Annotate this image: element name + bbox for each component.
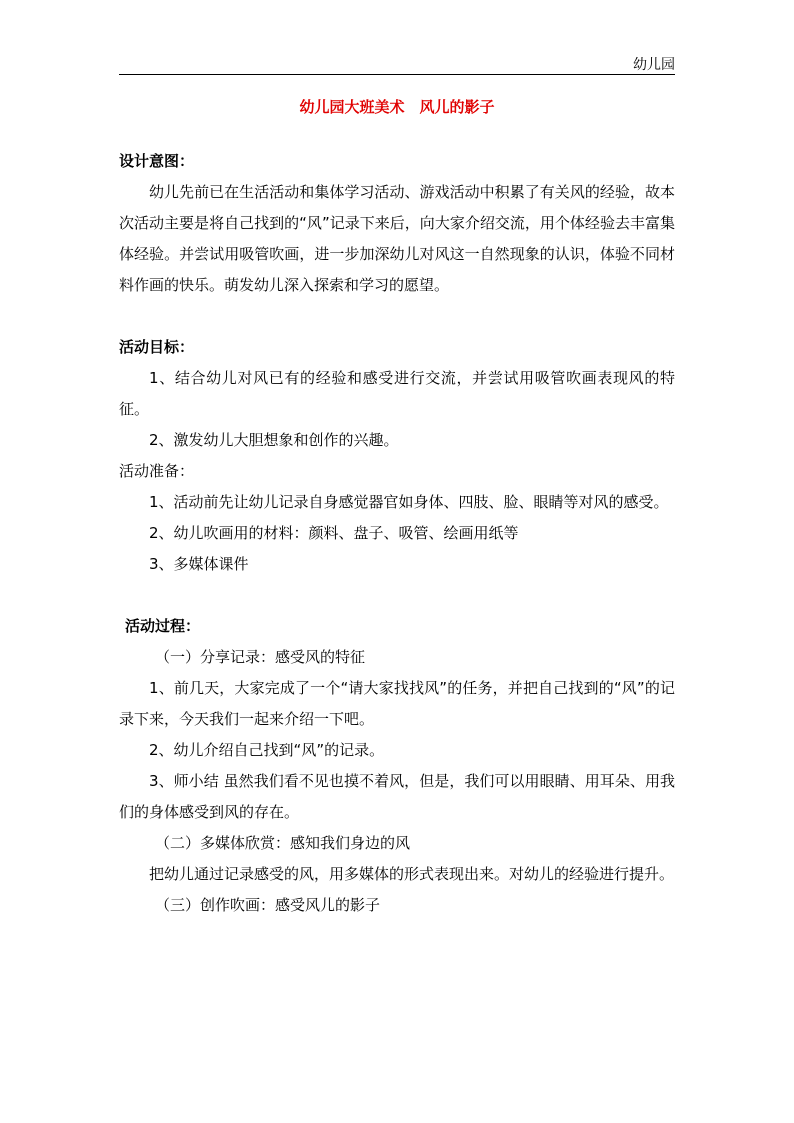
process-section-title: （一）分享记录：感受风的特征	[155, 648, 366, 666]
goal-item: 2、激发幼儿大胆想象和创作的兴趣。	[149, 431, 399, 449]
prep-item: 1、活动前先让幼儿记录自身感觉器官如身体、四肢、脸、眼睛等对风的感受。	[149, 493, 669, 511]
document-title: 幼儿园大班美术 风儿的影子	[299, 98, 495, 116]
process-item: 1、前几天，大家完成了一个“请大家找找风”的任务，并把自己找到的“风”的记录下来，今天我们一起来介绍一下吧。	[119, 679, 675, 728]
goals-heading: 活动目标：	[119, 338, 195, 356]
process-item: 2、幼儿介绍自己找到“风”的记录。	[149, 741, 385, 759]
process-section-title: （三）创作吹画：感受风儿的影子	[155, 896, 381, 914]
spacer	[119, 580, 675, 611]
prep-item: 2、幼儿吹画用的材料：颜料、盘子、吸管、绘画用纸等	[149, 524, 519, 542]
prep-heading: 活动准备：	[119, 462, 195, 480]
process-item: 3、师小结 虽然我们看不见也摸不着风，但是，我们可以用眼睛、用耳朵、用我们的身体感受到风的存在。	[119, 772, 675, 821]
process-section-title: （二）多媒体欣赏：感知我们身边的风	[155, 834, 411, 852]
design-paragraph: 幼儿先前已在生活活动和集体学习活动、游戏活动中积累了有关风的经验，故本次活动主要是将自己找到的“风”记录下来后，向大家介绍交流，用个体经验去丰富集体经验。并尝试用吸管吹画，进一步加深幼儿对风这一自然现象的认识，体验不同材料作画的快乐。萌发幼儿深入探索和学习的愿望。	[119, 183, 675, 294]
document-body	[119, 146, 675, 921]
prep-item: 3、多媒体课件	[149, 555, 249, 573]
process-heading: 活动过程：	[125, 617, 201, 635]
header-divider	[119, 74, 675, 75]
design-heading: 设计意图：	[119, 152, 195, 170]
spacer	[119, 301, 675, 332]
goal-item: 1、结合幼儿对风已有的经验和感受进行交流，并尝试用吸管吹画表现风的特征。	[119, 369, 675, 418]
header-label: 幼儿园	[633, 57, 675, 73]
process-paragraph: 把幼儿通过记录感受的风，用多媒体的形式表现出来。对幼儿的经验进行提升。	[149, 865, 675, 883]
